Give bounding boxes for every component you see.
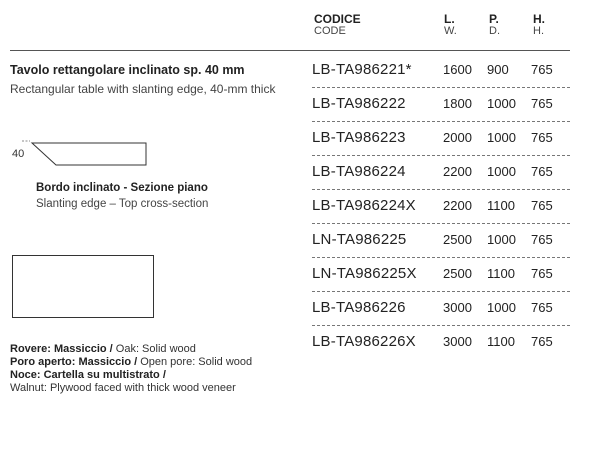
height-value: 765 [531,198,553,213]
product-code: LB-TA986221* [312,61,412,78]
material-open-pore-it: Poro aperto: Massiccio / [10,356,138,368]
material-oak [10,343,300,356]
section-caption-en: Slanting edge – Top cross-section [36,198,209,210]
table-row [312,258,570,292]
table-row [312,292,570,326]
height-value: 765 [531,300,553,315]
material-oak-it: Rovere: Massiccio / [10,343,113,355]
material-walnut-desc [10,382,300,395]
width-value: 2200 [443,198,472,213]
height-value: 765 [531,266,553,281]
product-code: LB-TA986223 [312,129,406,146]
width-value: 3000 [443,334,472,349]
header-width-label: L. [444,12,455,26]
table-row [312,88,570,122]
edge-cross-section-diagram [10,140,150,170]
depth-value: 900 [487,62,509,77]
header-code-label: CODICE [314,12,361,26]
table-row [312,190,570,224]
depth-value: 1000 [487,300,516,315]
thickness-label: 40 [12,148,25,160]
depth-value: 1100 [487,198,515,213]
material-walnut [10,369,300,382]
product-code: LB-TA986226X [312,333,416,350]
width-value: 1800 [443,96,472,111]
height-value: 765 [531,96,553,111]
table-row [312,156,570,190]
product-code: LN-TA986225 [312,231,407,248]
width-value: 2000 [443,130,472,145]
materials-list [10,343,300,395]
width-value: 3000 [443,300,472,315]
height-value: 765 [531,130,553,145]
header-height-label: H. [533,12,545,26]
height-value: 765 [531,164,553,179]
height-value: 765 [531,232,553,247]
product-title: Tavolo rettangolare inclinato sp. 40 mm [10,63,245,77]
material-oak-en: Oak: Solid wood [112,343,196,355]
header-depth-label: P. [489,12,499,26]
header-code-label-en: CODE [314,25,346,37]
cross-section-drawing [10,140,150,170]
depth-value: 1000 [487,232,516,247]
header-depth-label-en: D. [489,25,500,37]
product-code: LB-TA986224X [312,197,416,214]
product-code: LB-TA986224 [312,163,406,180]
section-caption: Bordo inclinato - Sezione piano [36,182,208,194]
height-value: 765 [531,62,553,77]
table-row [312,224,570,258]
material-walnut-it: Noce: Cartella su multistrato / [10,369,166,381]
width-value: 2500 [443,232,472,247]
material-open-pore [10,356,300,369]
product-code: LB-TA986226 [312,299,406,316]
depth-value: 1000 [487,164,516,179]
header-width-label-en: W. [444,25,457,37]
depth-value: 1100 [487,334,515,349]
height-value: 765 [531,334,553,349]
table-row [312,54,570,88]
depth-value: 1100 [487,266,515,281]
width-value: 2200 [443,164,472,179]
product-code: LB-TA986222 [312,95,406,112]
table-plan-rectangle [12,255,154,318]
table-row [312,122,570,156]
header-divider [10,50,570,51]
depth-value: 1000 [487,130,516,145]
material-open-pore-en: Open pore: Solid wood [137,356,253,368]
width-value: 1600 [443,62,472,77]
width-value: 2500 [443,266,472,281]
depth-value: 1000 [487,96,516,111]
material-walnut-desc-en: Walnut: Plywood faced with thick wood veneer [10,382,236,394]
product-code: LN-TA986225X [312,265,417,282]
header-height-label-en: H. [533,25,544,37]
table-row [312,326,570,360]
product-subtitle: Rectangular table with slanting edge, 40-mm thick [10,82,276,96]
